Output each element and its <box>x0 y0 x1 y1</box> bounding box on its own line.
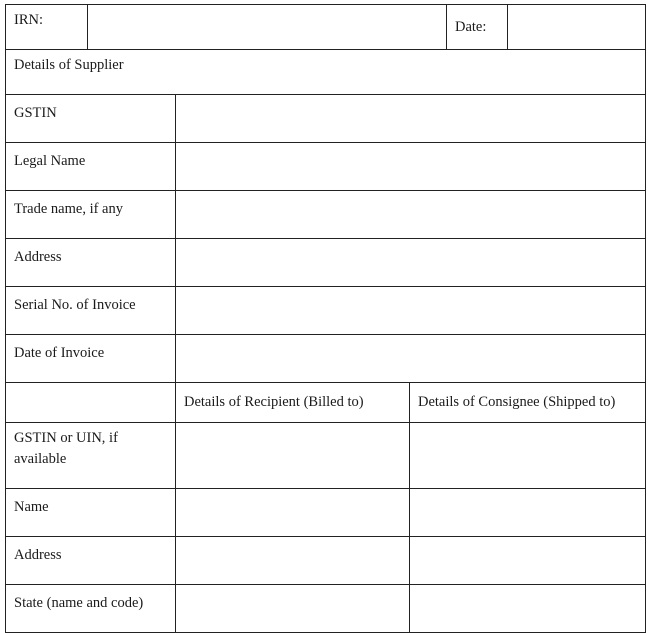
recipient-header: Details of Recipient (Billed to) <box>176 383 410 423</box>
invoice-date-field[interactable] <box>176 335 646 383</box>
supplier-row <box>6 143 646 191</box>
supplier-row <box>6 239 646 287</box>
irn-table <box>5 4 646 95</box>
irn-label: IRN: <box>6 5 88 50</box>
party-address-label: Address <box>6 537 176 585</box>
recipient-gstin-field[interactable] <box>176 423 410 489</box>
supplier-row <box>6 287 646 335</box>
invoice-serial-field[interactable] <box>176 287 646 335</box>
supplier-legal-name-label: Legal Name <box>6 143 176 191</box>
supplier-gstin-label: GSTIN <box>6 95 176 143</box>
party-name-label: Name <box>6 489 176 537</box>
supplier-trade-name-label: Trade name, if any <box>6 191 176 239</box>
supplier-trade-name-field[interactable] <box>176 191 646 239</box>
recipient-name-field[interactable] <box>176 489 410 537</box>
recipient-address-field[interactable] <box>176 537 410 585</box>
parties-row <box>6 537 646 585</box>
consignee-state-field[interactable] <box>410 585 646 633</box>
consignee-header: Details of Consignee (Shipped to) <box>410 383 646 423</box>
parties-row <box>6 489 646 537</box>
invoice-serial-label: Serial No. of Invoice <box>6 287 176 335</box>
supplier-address-label: Address <box>6 239 176 287</box>
parties-row <box>6 585 646 633</box>
date-field[interactable] <box>508 5 646 50</box>
invoice-form <box>5 4 645 633</box>
supplier-address-field[interactable] <box>176 239 646 287</box>
date-label: Date: <box>447 5 508 50</box>
irn-field[interactable] <box>88 5 447 50</box>
supplier-table <box>5 94 646 383</box>
parties-row <box>6 423 646 489</box>
consignee-address-field[interactable] <box>410 537 646 585</box>
parties-table <box>5 382 646 633</box>
supplier-section-title: Details of Supplier <box>6 50 646 95</box>
supplier-row <box>6 191 646 239</box>
parties-header-row <box>6 383 646 423</box>
parties-header-blank <box>6 383 176 423</box>
supplier-legal-name-field[interactable] <box>176 143 646 191</box>
recipient-state-field[interactable] <box>176 585 410 633</box>
supplier-gstin-field[interactable] <box>176 95 646 143</box>
supplier-row <box>6 335 646 383</box>
party-state-label: State (name and code) <box>6 585 176 633</box>
party-gstin-label: GSTIN or UIN, if available <box>6 423 176 489</box>
supplier-row <box>6 95 646 143</box>
consignee-name-field[interactable] <box>410 489 646 537</box>
invoice-date-label: Date of Invoice <box>6 335 176 383</box>
consignee-gstin-field[interactable] <box>410 423 646 489</box>
